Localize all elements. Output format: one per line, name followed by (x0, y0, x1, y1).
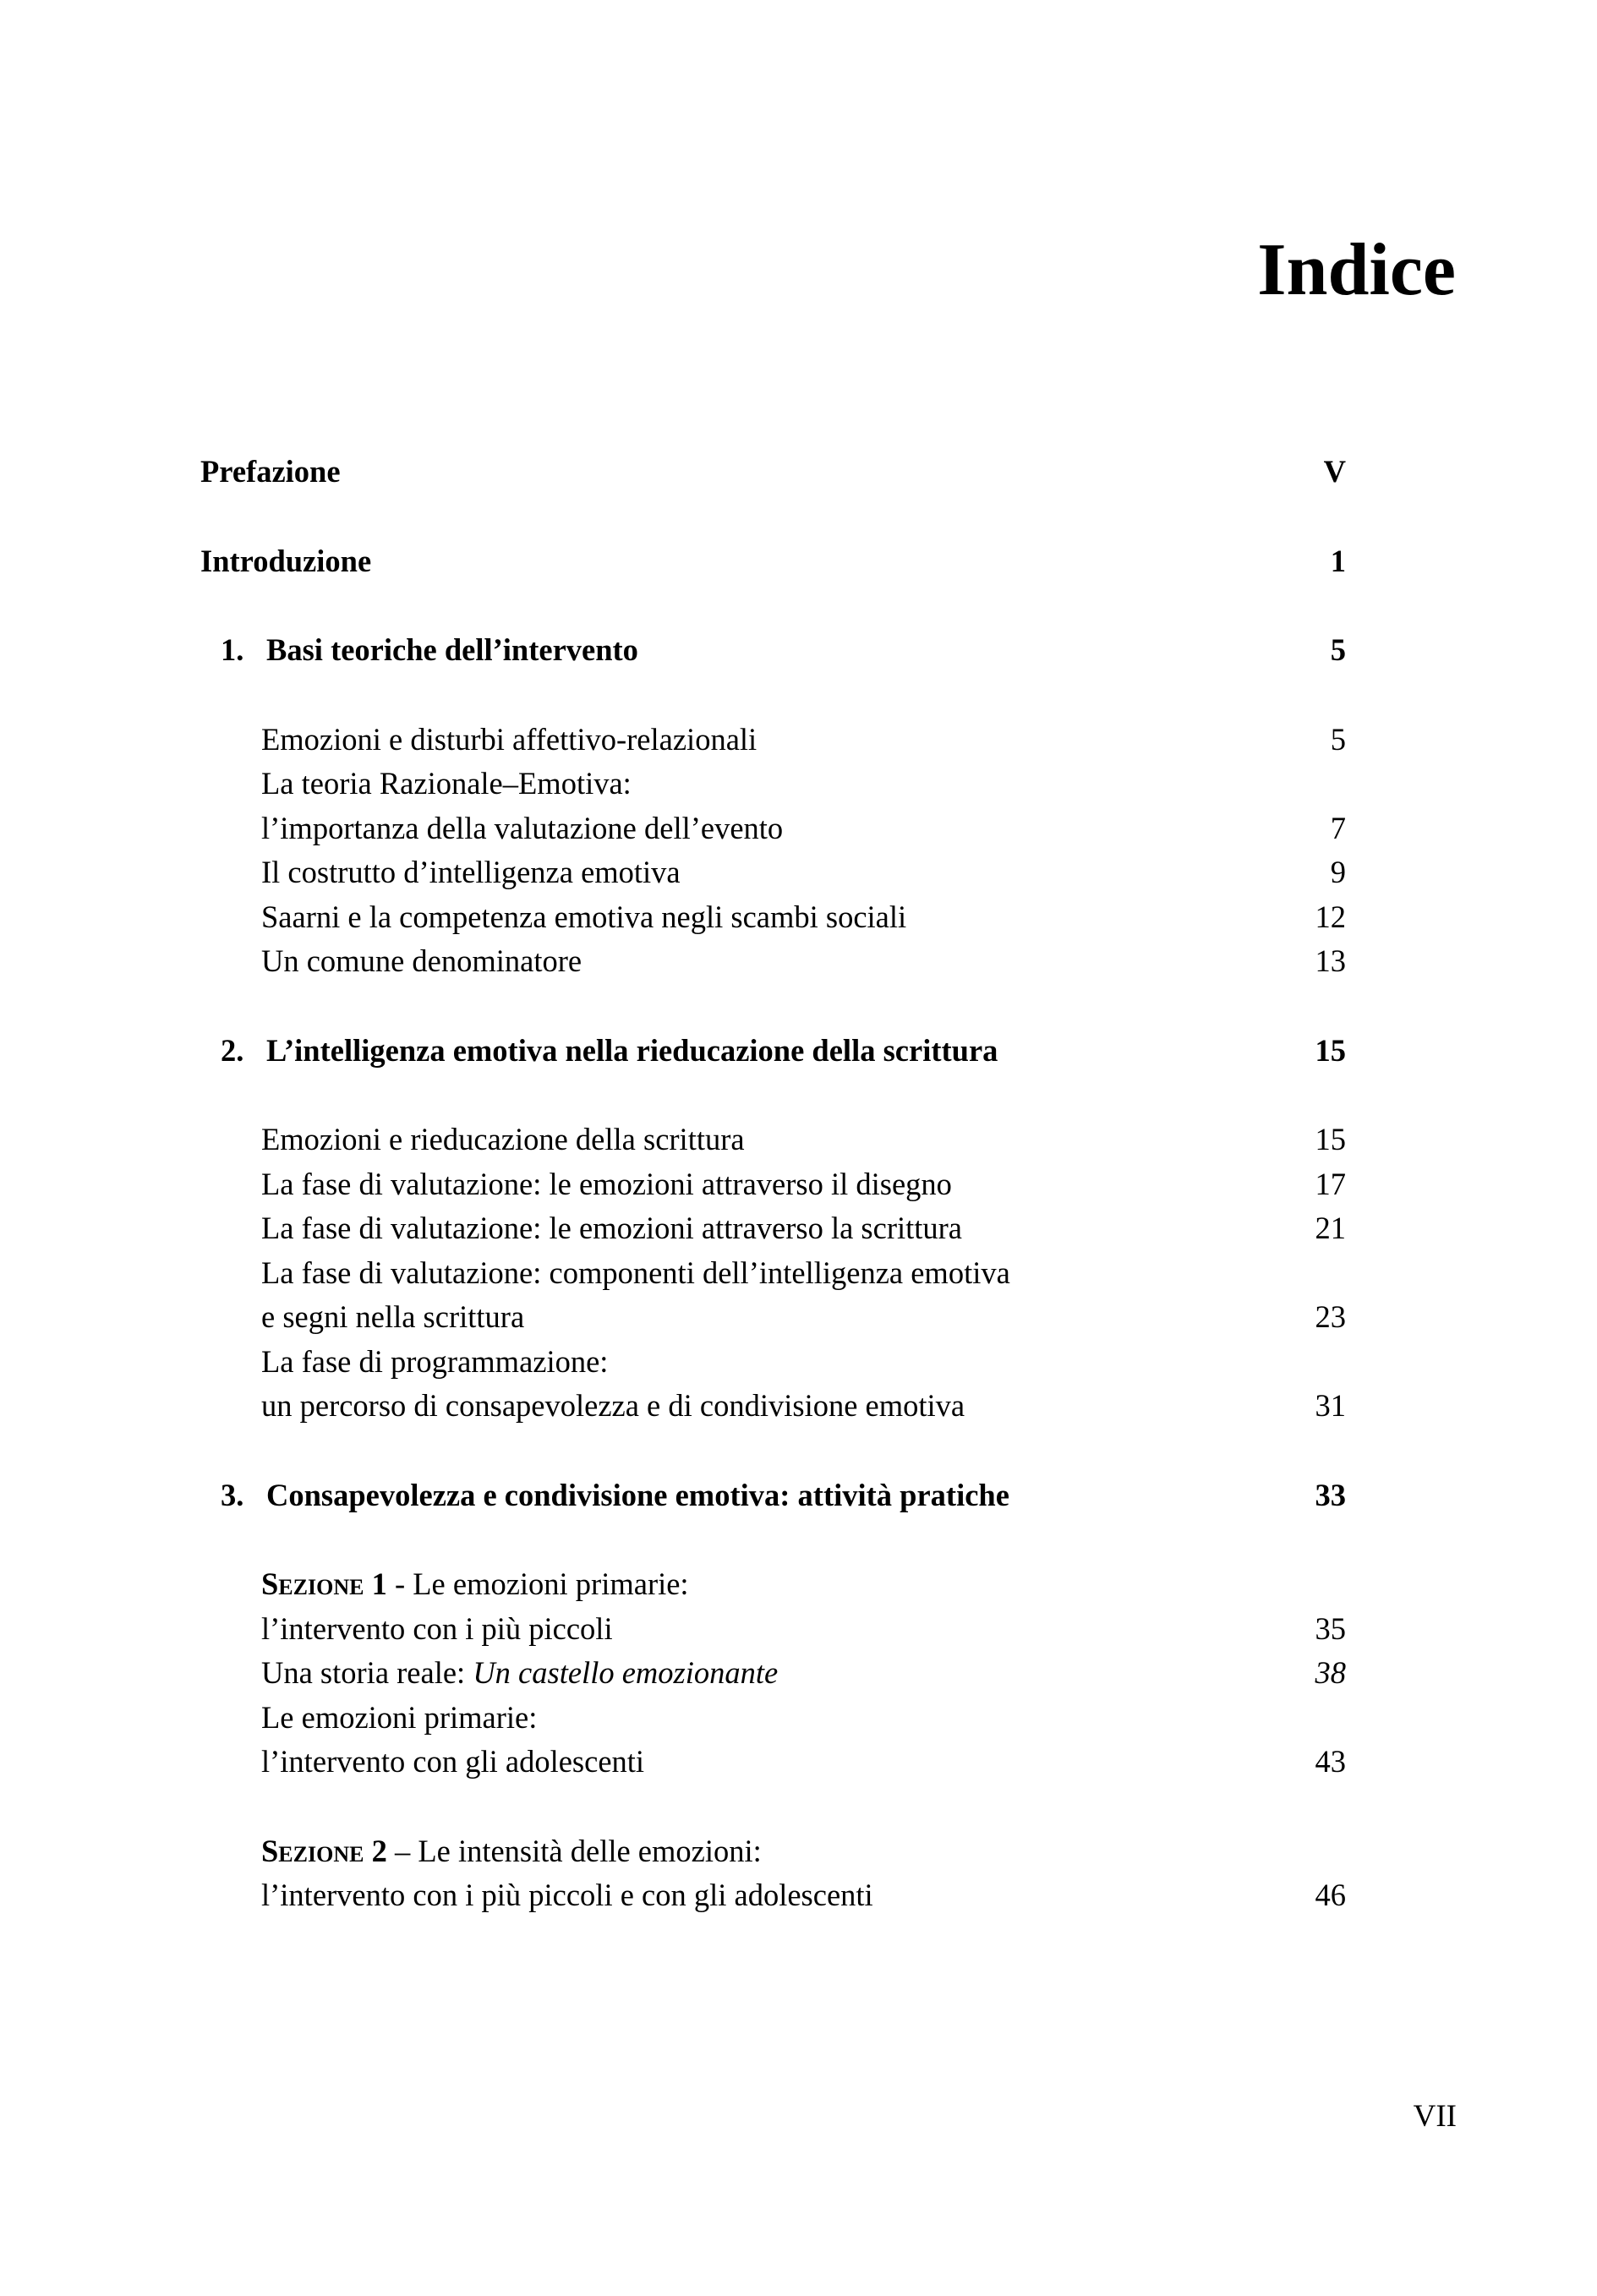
chapter-number: 1. (221, 632, 244, 667)
toc-entry-text: l’intervento con i più piccoli (261, 1610, 613, 1646)
toc-entry-introduzione (200, 539, 1346, 584)
toc-entry-text: l’importanza della valutazione dell’evento (261, 810, 784, 845)
toc-entry-chapter-3 (200, 1473, 1346, 1518)
toc-entry-page: 46 (1315, 1878, 1346, 1912)
toc-entry (200, 1740, 1346, 1785)
toc-entry-page: 17 (1315, 1166, 1346, 1201)
toc-entry-page: 5 (1330, 721, 1346, 757)
toc-entry (200, 1162, 1346, 1207)
folio-page-number: VII (1413, 2099, 1457, 2134)
toc-entry-chapter-1 (200, 628, 1346, 673)
toc-entry-page: 7 (1330, 810, 1346, 845)
toc-entry (200, 1651, 1346, 1696)
toc-entry-page: 15 (1315, 1122, 1346, 1156)
toc-entry (200, 806, 1346, 851)
toc-entry (200, 1251, 1346, 1296)
toc-entry (200, 1696, 1346, 1741)
toc-entry-page: 23 (1315, 1299, 1346, 1334)
toc-entry-page: 9 (1330, 855, 1346, 889)
toc-entry-text: Il costrutto d’intelligenza emotiva (261, 855, 681, 889)
toc-entry (200, 1873, 1346, 1918)
section-label: Sezione 1 (261, 1566, 387, 1601)
toc-entry (200, 1206, 1346, 1251)
toc-list (200, 450, 1346, 1918)
toc-entry-text: La fase di valutazione: componenti dell’intelligenza emotiva (261, 1255, 1010, 1290)
toc-entry-text: Emozioni e rieducazione della scrittura (261, 1122, 745, 1156)
toc-entry-text: La fase di valutazione: le emozioni attraverso il disegno (261, 1166, 952, 1201)
toc-entry-text: Sezione 2 – Le intensità delle emozioni: (261, 1833, 762, 1868)
toc-entry (200, 939, 1346, 984)
toc-entry-page: 33 (1315, 1477, 1346, 1512)
toc-entry (200, 762, 1346, 806)
chapter-number: 2. (221, 1032, 244, 1068)
toc-entry-section-1 (200, 1562, 1346, 1607)
toc-entry-text: Emozioni e disturbi affettivo-relazionali (261, 721, 757, 757)
toc-entry-page: 43 (1315, 1744, 1346, 1779)
toc-entry (200, 1607, 1346, 1652)
toc-entry-page: 15 (1315, 1032, 1346, 1068)
toc-entry-text: La teoria Razionale–Emotiva: (261, 766, 632, 801)
toc-entry-text: Saarni e la competenza emotiva negli scambi sociali (261, 899, 907, 934)
toc-entry-page: 12 (1315, 899, 1346, 934)
chapter-number: 3. (221, 1477, 244, 1512)
toc-entry (200, 1118, 1346, 1162)
italic-subtitle: Un castello emozionante (473, 1655, 779, 1690)
toc-entry-text: La fase di programmazione: (261, 1343, 609, 1379)
toc-entry (200, 1384, 1346, 1429)
toc-entry-text: Sezione 1 - Le emozioni primarie: (261, 1566, 689, 1601)
toc-entry-text: Le emozioni primarie: (261, 1699, 538, 1735)
toc-entry-prefazione (200, 450, 1346, 495)
toc-entry-text: Prefazione (200, 454, 341, 489)
toc-entry-page: 13 (1315, 943, 1346, 978)
toc-entry (200, 1295, 1346, 1340)
toc-entry-text: e segni nella scrittura (261, 1299, 525, 1334)
toc-entry-text: L’intelligenza emotiva nella rieducazione della scrittura (266, 1032, 998, 1068)
toc-entry-page: 1 (1330, 543, 1346, 578)
toc-entry (200, 895, 1346, 940)
toc-entry-chapter-2 (200, 1029, 1346, 1074)
toc-entry-text: l’intervento con gli adolescenti (261, 1744, 645, 1779)
toc-entry-text: l’intervento con i più piccoli e con gli adolescenti (261, 1878, 873, 1912)
toc-entry-text: Introduzione (200, 543, 372, 578)
toc-entry (200, 718, 1346, 763)
toc-entry-text: Un comune denominatore (261, 943, 582, 978)
section-label: Sezione 2 (261, 1833, 387, 1868)
toc-entry-section-2 (200, 1829, 1346, 1874)
page-title: Indice (1257, 229, 1456, 311)
toc-entry-page: 31 (1315, 1388, 1346, 1423)
toc-entry-page: V (1323, 454, 1346, 489)
toc-entry-text: Una storia reale: Un castello emozionante (261, 1655, 779, 1690)
toc-entry-page: 35 (1315, 1610, 1346, 1646)
toc-entry (200, 850, 1346, 895)
toc-entry-text: La fase di valutazione: le emozioni attraverso la scrittura (261, 1211, 963, 1245)
toc-entry-text: Basi teoriche dell’intervento (266, 632, 638, 667)
toc-entry-page: 38 (1315, 1655, 1346, 1690)
toc-entry-text: Consapevolezza e condivisione emotiva: attività pratiche (266, 1477, 1009, 1512)
toc-entry (200, 1340, 1346, 1385)
toc-entry-page: 5 (1330, 632, 1346, 667)
toc-entry-text: un percorso di consapevolezza e di condivisione emotiva (261, 1388, 965, 1423)
toc-entry-page: 21 (1315, 1211, 1346, 1245)
